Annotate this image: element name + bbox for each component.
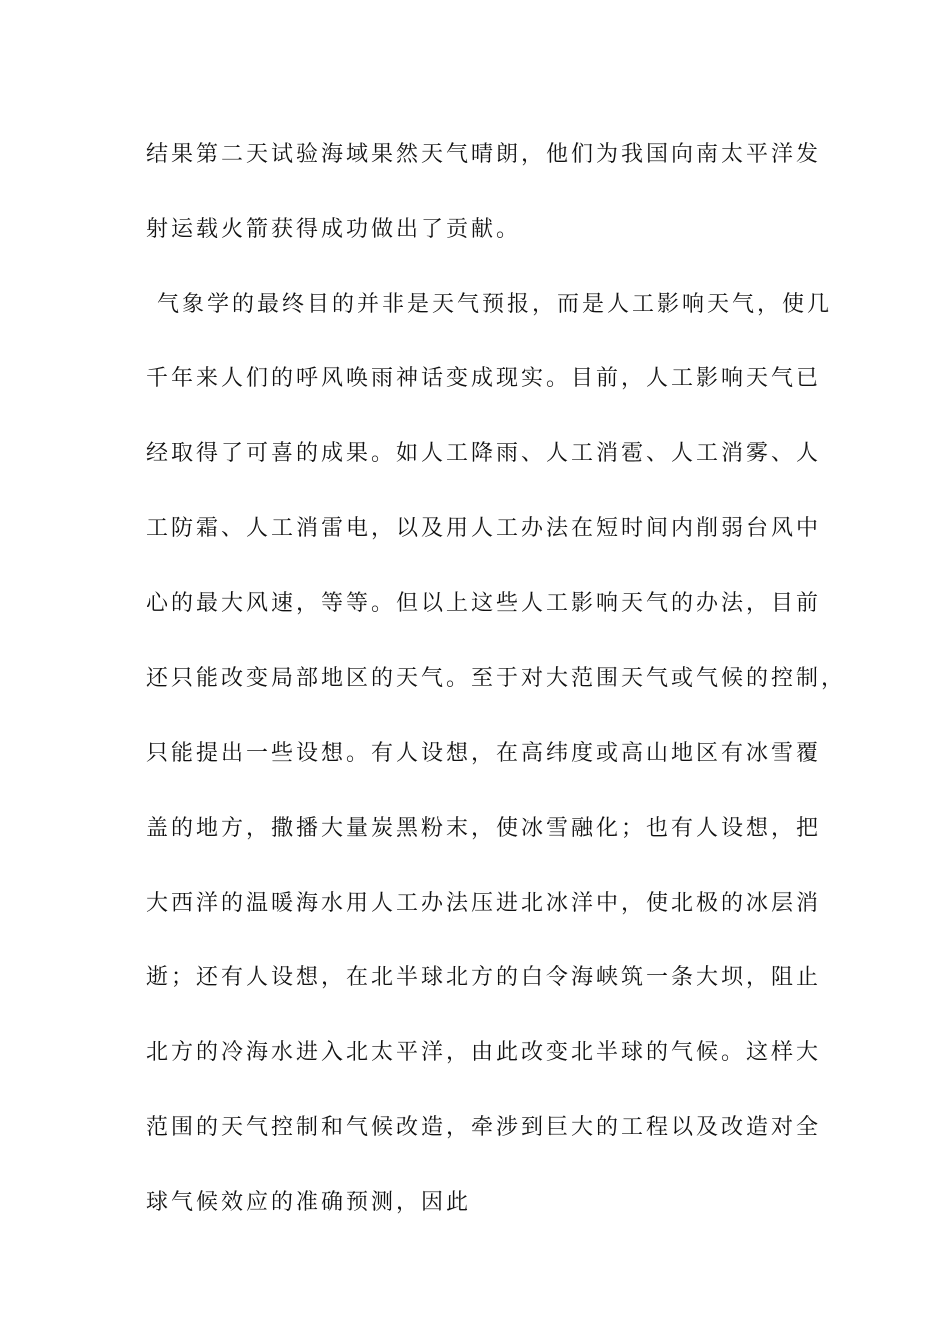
text-line: 经取得了可喜的成果。如人工降雨、人工消雹、人工消雾、人 xyxy=(146,441,822,466)
text-line: 心的最大风速，等等。但以上这些人工影响天气的办法，目前 xyxy=(146,591,822,616)
paragraph-first-line: 气象学的最终目的并非是天气预报，而是人工影响天气，使几 xyxy=(157,292,833,317)
text-line: 还只能改变局部地区的天气。至于对大范围天气或气候的控制， xyxy=(146,666,847,691)
text-line: 结果第二天试验海域果然天气晴朗，他们为我国向南太平洋发 xyxy=(146,142,822,167)
text-line: 射运载火箭获得成功做出了贡献。 xyxy=(146,217,522,242)
text-line: 千年来人们的呼风唤雨神话变成现实。目前，人工影响天气已 xyxy=(146,366,822,391)
text-line: 只能提出一些设想。有人设想，在高纬度或高山地区有冰雪覆 xyxy=(146,741,822,766)
text-line: 北方的冷海水进入北太平洋，由此改变北半球的气候。这样大 xyxy=(146,1040,822,1065)
text-line: 大西洋的温暖海水用人工办法压进北冰洋中，使北极的冰层消 xyxy=(146,891,822,916)
text-line: 范围的天气控制和气候改造，牵涉到巨大的工程以及改造对全 xyxy=(146,1115,822,1140)
text-line: 盖的地方，撒播大量炭黑粉末，使冰雪融化；也有人设想，把 xyxy=(146,816,822,841)
text-line: 逝；还有人设想，在北半球北方的白令海峡筑一条大坝，阻止 xyxy=(146,965,822,990)
text-line: 球气候效应的准确预测，因此 xyxy=(146,1190,472,1215)
text-line: 工防霜、人工消雷电，以及用人工办法在短时间内削弱台风中 xyxy=(146,516,822,541)
